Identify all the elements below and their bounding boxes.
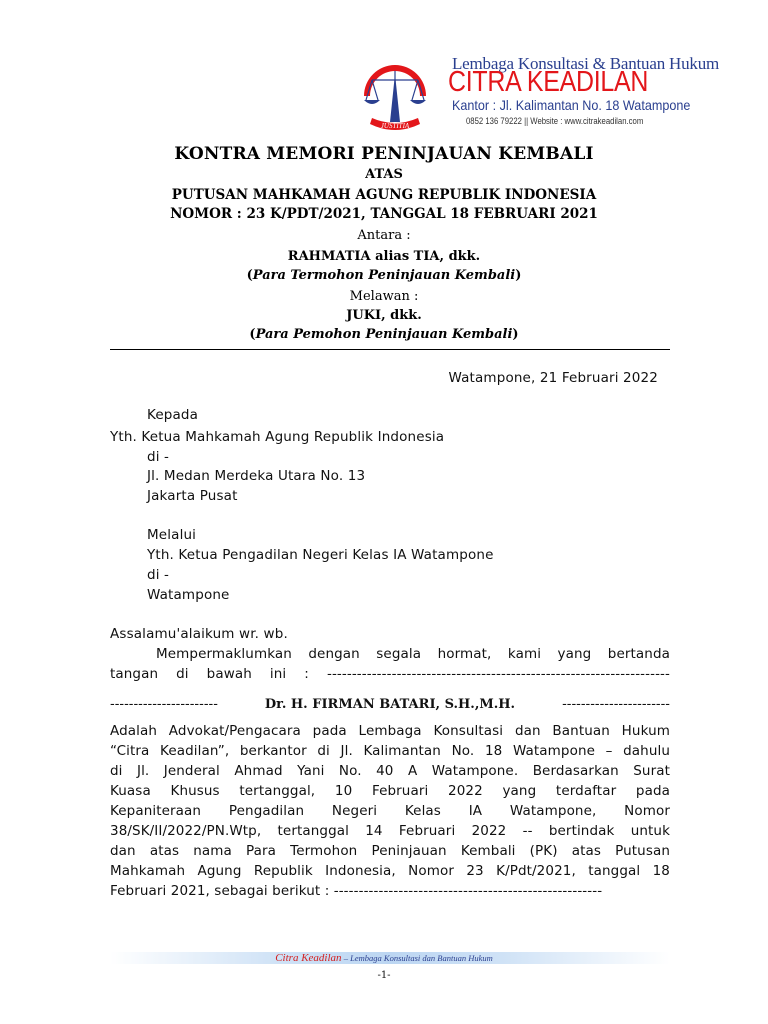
page-number: -1- [377,970,391,981]
title-putusan: PUTUSAN MAHKAMAH AGUNG REPUBLIK INDONESIA [171,187,597,203]
lawyer-dashes-left: ----------------------- [110,697,218,712]
body-line: 38/SK/II/2022/PN.Wtp, tertanggal 14 Februari 2022 -- bertindak untuk [110,823,670,839]
recipient-1: Yth. Ketua Mahkamah Agung Republik Indonesia [110,429,445,445]
label-kepada: Kepada [147,407,199,423]
body-line: Februari 2021, sebagai berikut : ------------------------------------------------------ [110,883,603,899]
logo-ribbon-text: JUSTITIA [380,122,410,130]
party2-role: (Para Pemohon Peninjauan Kembali) [249,327,519,342]
party1-name: RAHMATIA alias TIA, dkk. [287,249,481,264]
party2-name: JUKI, dkk. [346,308,422,323]
citra-keadilan-logo [350,56,440,136]
recipient-1-di: di - [147,449,170,465]
recipient-2-di: di - [147,567,170,583]
letterhead-contact: 0852 136 79222 || Website : www.citrakeadilan.com [466,116,644,126]
lawyer-dashes-right: ----------------------- [562,697,670,712]
recipient-1-address: Jl. Medan Merdeka Utara No. 13 [147,468,366,484]
letterhead-office: Kantor : Jl. Kalimantan No. 18 Watampone [452,97,691,113]
body-line: Mahkamah Agung Republik Indonesia, Nomor 23 K/Pdt/2021, tanggal 18 [110,863,670,879]
title-atas: ATAS [365,167,403,182]
recipient-2: Yth. Ketua Pengadilan Negeri Kelas IA Watampone [147,547,494,563]
letterhead-brand: CITRA KEADILAN [448,66,649,98]
recipient-1-city: Jakarta Pusat [147,488,238,504]
body-line: Adalah Advokat/Pengacara pada Lembaga Konsultasi dan Bantuan Hukum [110,723,670,739]
party1-role: (Para Termohon Peninjauan Kembali) [246,268,522,283]
lawyer-line [110,697,670,712]
letterhead-org: Lembaga Konsultasi & Bantuan Hukum [452,54,720,73]
footer-subtitle: – Lembaga Konsultasi dan Bantuan Hukum [343,953,493,963]
intro-line-1: Mempermaklumkan dengan segala hormat, kami yang bertanda [156,646,670,662]
footer-brand: Citra Keadilan [275,952,342,964]
body-line: Kuasa Khusus tertanggal, 10 Februari 2022 yang terdaftar pada [110,783,670,799]
body-line: dan atas nama Para Termohon Peninjauan Kembali (PK) atas Putusan [110,843,670,859]
letter-date: Watampone, 21 Februari 2022 [448,370,658,386]
body-line: di Jl. Jenderal Ahmad Yani No. 40 A Watampone. Berdasarkan Surat [110,763,670,779]
document-title: KONTRA MEMORI PENINJAUAN KEMBALI [174,144,594,164]
lawyer-name: Dr. H. FIRMAN BATARI, S.H.,M.H. [264,697,516,712]
label-antara: Antara : [357,228,411,243]
recipient-2-city: Watampone [147,587,230,603]
body-line: “Citra Keadilan”, berkantor di Jl. Kalimantan No. 18 Watampone – dahulu [110,743,670,759]
intro-line-2: tangan di bawah ini : --------------------------------------------------------------------- [110,666,670,682]
body-line: Kepaniteraan Pengadilan Negeri Kelas IA Watampone, Nomor [110,803,670,819]
greeting: Assalamu'alaikum wr. wb. [110,626,288,642]
title-nomor: NOMOR : 23 K/PDT/2021, TANGGAL 18 FEBRUARI 2021 [170,206,598,222]
party1-role-text: Para Termohon Peninjauan Kembali [252,268,516,283]
label-melalui: Melalui [147,527,197,543]
party2-role-text: Para Pemohon Peninjauan Kembali [255,327,513,342]
footer-text [0,952,768,964]
label-melawan: Melawan : [349,289,419,304]
title-divider [110,349,670,350]
